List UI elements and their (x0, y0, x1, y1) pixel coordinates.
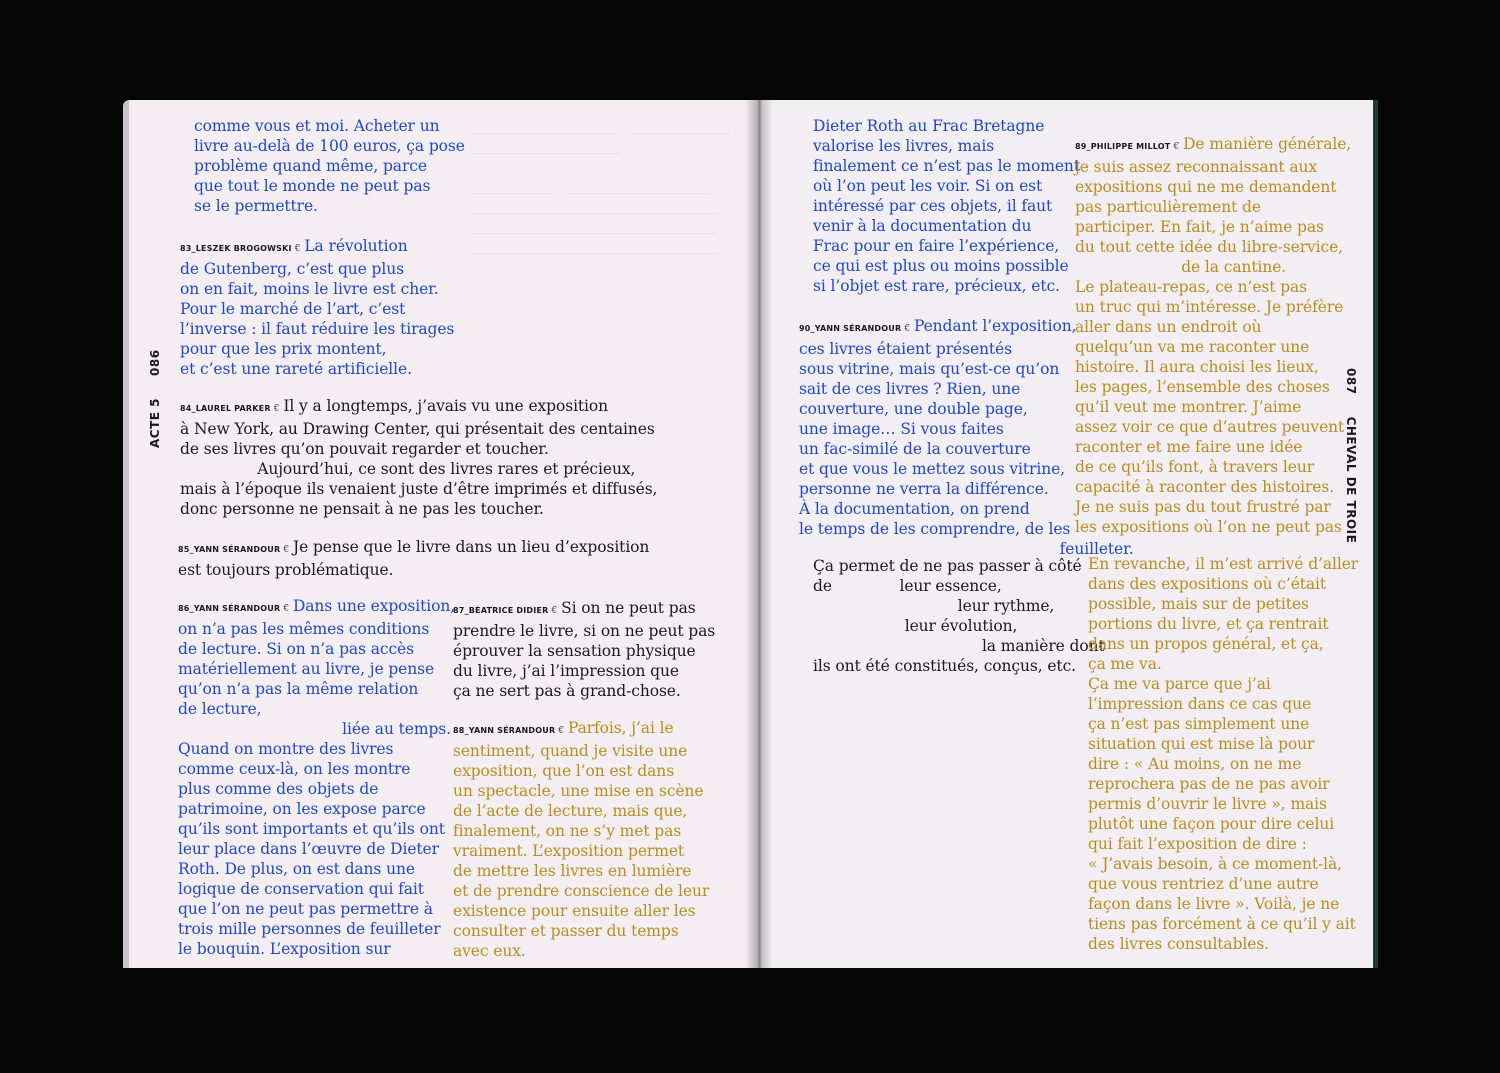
paragraph-text: La révolution de Gutenberg, c’est que plus on en fait, moins le livre est cher. Pour le marché de l’art, c’est l’inverse : il faut réduire les tirages pour que les prix montent, et c’est une rareté artificielle. (180, 237, 455, 378)
paragraph-text: Si on ne peut pas prendre le livre, si on ne peut pas éprouver la sensation physique du livre, j’ai l’impression que ça ne sert pas à grand-chose. (453, 599, 716, 700)
paragraph-text: Dieter Roth au Frac Bretagne valorise les livres, mais finalement ce n’est pas le moment où l’on peut les voir. Si on est intéressé par ces objets, il faut venir à la documentation du Frac pour en faire l’expérience, ce qui est plus ou moins possible si l’objet est rare, précieux, etc. (813, 117, 1080, 295)
speaker-label: 90_YANN SÉRANDOUR (799, 324, 902, 333)
speaker-label: 87_BÉATRICE DIDIER (453, 606, 549, 615)
speaker-mark-icon: € (1173, 142, 1180, 152)
text-block (813, 116, 1080, 296)
speaker-mark-icon: € (283, 604, 289, 614)
speaker-mark-icon: € (904, 324, 910, 334)
paragraph-text: Ça permet de ne pas passer à côté de leur essence, leur rythme, leur évolution, la manière dont ils ont été constitués, conçus, etc. (813, 557, 1105, 675)
speaker-label: 89_PHILIPPE MILLOT (1075, 142, 1171, 151)
text-block (453, 598, 715, 701)
speaker-label: 83_LESZEK BROGOWSKI (180, 244, 292, 253)
running-head-right-title: CHEVAL DE TROIE (1344, 416, 1358, 544)
text-block (813, 556, 1105, 676)
paragraph-text: Je pense que le livre dans un lieu d’exposition est toujours problématique. (178, 538, 650, 579)
paragraph-text: comme vous et moi. Acheter un livre au-delà de 100 euros, ça pose problème quand même, parce que tout le monde ne peut pas se le permettre. (194, 117, 465, 215)
speaker-mark-icon: € (558, 726, 564, 736)
paragraph-text: Pendant l’exposition, ces livres étaient présentés sous vitrine, mais qu’est-ce qu’on sait de ces livres ? Rien, une couverture, une double page, une image… Si vous faites un fac-similé de la couverture et que vous le mettez sous vitrine, personne ne verra la différence. À la documentation, on prend le temps de les comprendre, de les feuilleter. (799, 317, 1134, 558)
text-block (1075, 134, 1351, 537)
paragraph-text: En revanche, il m’est arrivé d’aller dans des expositions où c’était possible, mais sur de petites portions du livre, et ça rentrait dans un propos général, et ça, ça me va. Ça me va parce que j’ai l’impression dans ce cas que ça n’est pas simplement une situation qui est mise là pour dire : « Au moins, on ne me reprochera pas de ne pas avoir permis d’ouvrir le livre », mais plutôt une façon pour dire celui qui fait l’exposition de dire : « J’avais besoin, à ce moment-là, que vous rentriez d’une autre façon dans le livre ». Voilà, je ne tiens pas forcément à ce qu’il y ait des livres consultables. (1088, 555, 1359, 953)
text-block (194, 116, 465, 216)
paragraph-text: Il y a longtemps, j’avais vu une exposition à New York, au Drawing Center, qui présentait des centaines de ses livres qu’on pouvait regarder et toucher. Aujourd’hui, ce sont des livres rares et précieux, mais à l’époque ils venaient juste d’être imprimés et diffusés, donc personne ne pensait à ne pas les toucher. (180, 397, 658, 518)
running-head-left (148, 349, 162, 448)
speaker-label: 88_YANN SÉRANDOUR (453, 726, 556, 735)
paragraph-text: Parfois, j’ai le sentiment, quand je visite une exposition, que l’on est dans un spectacle, une mise en scène de l’acte de lecture, mais que, finalement, on ne s’y met pas vraiment. L’exposition permet de mettre les livres en lumière et de prendre conscience de leur existence pour ensuite aller les consulter et passer du temps avec eux. (453, 719, 710, 960)
folio-right: 087 (1344, 368, 1358, 395)
text-block (180, 396, 657, 519)
speaker-label: 84_LAUREL PARKER (180, 404, 271, 413)
text-block (180, 236, 454, 379)
text-block (178, 537, 649, 580)
speaker-mark-icon: € (283, 545, 289, 555)
text-block (1088, 554, 1358, 954)
speaker-mark-icon: € (551, 606, 558, 616)
show-through-texture: _______________________ _______________ _______________________ _____________ ______________________ ______________________________________ ______________________________________ ______________________________________ (470, 120, 730, 255)
speaker-label: 85_YANN SÉRANDOUR (178, 545, 281, 554)
paragraph-text: Dans une exposition, on n’a pas les mêmes conditions de lecture. Si on n’a pas accès matériellement au livre, je pense qu’on n’a pas la même relation de lecture, liée au temps. Quand on montre des livres comme ceux-là, on les montre plus comme des objets de patrimoine, on les expose parce qu’ils sont importants et qu’ils ont leur place dans l’œuvre de Dieter Roth. De plus, on est dans une logique de conservation qui fait que l’on ne peut pas permettre à trois mille personnes de feuilleter le bouquin. L’exposition sur (178, 597, 456, 958)
folio-left: 086 (148, 349, 162, 376)
paragraph-text: De manière générale, je suis assez reconnaissant aux expositions qui ne me demandent pas particulièrement de participer. En fait, je n’aime pas du tout cette idée du libre-service, de la cantine. Le plateau-repas, ce n’est pas un truc qui m’intéresse. Je préfère aller dans un endroit où quelqu’un va me raconter une histoire. Il aura choisi les lieux, les pages, l’ensemble des choses qu’il veut me montrer. J’aime assez voir ce que d’autres peuvent raconter et me faire une idée de ce qu’ils font, à travers leur capacité à raconter des histoires. Je ne suis pas du tout frustré par les expositions où l’on ne peut pas (1075, 135, 1352, 536)
running-head-left-title: ACTE 5 (148, 397, 162, 448)
text-block (453, 718, 709, 961)
text-block (178, 596, 455, 959)
speaker-label: 86_YANN SÉRANDOUR (178, 604, 281, 613)
speaker-mark-icon: € (294, 244, 301, 254)
speaker-mark-icon: € (273, 404, 280, 414)
